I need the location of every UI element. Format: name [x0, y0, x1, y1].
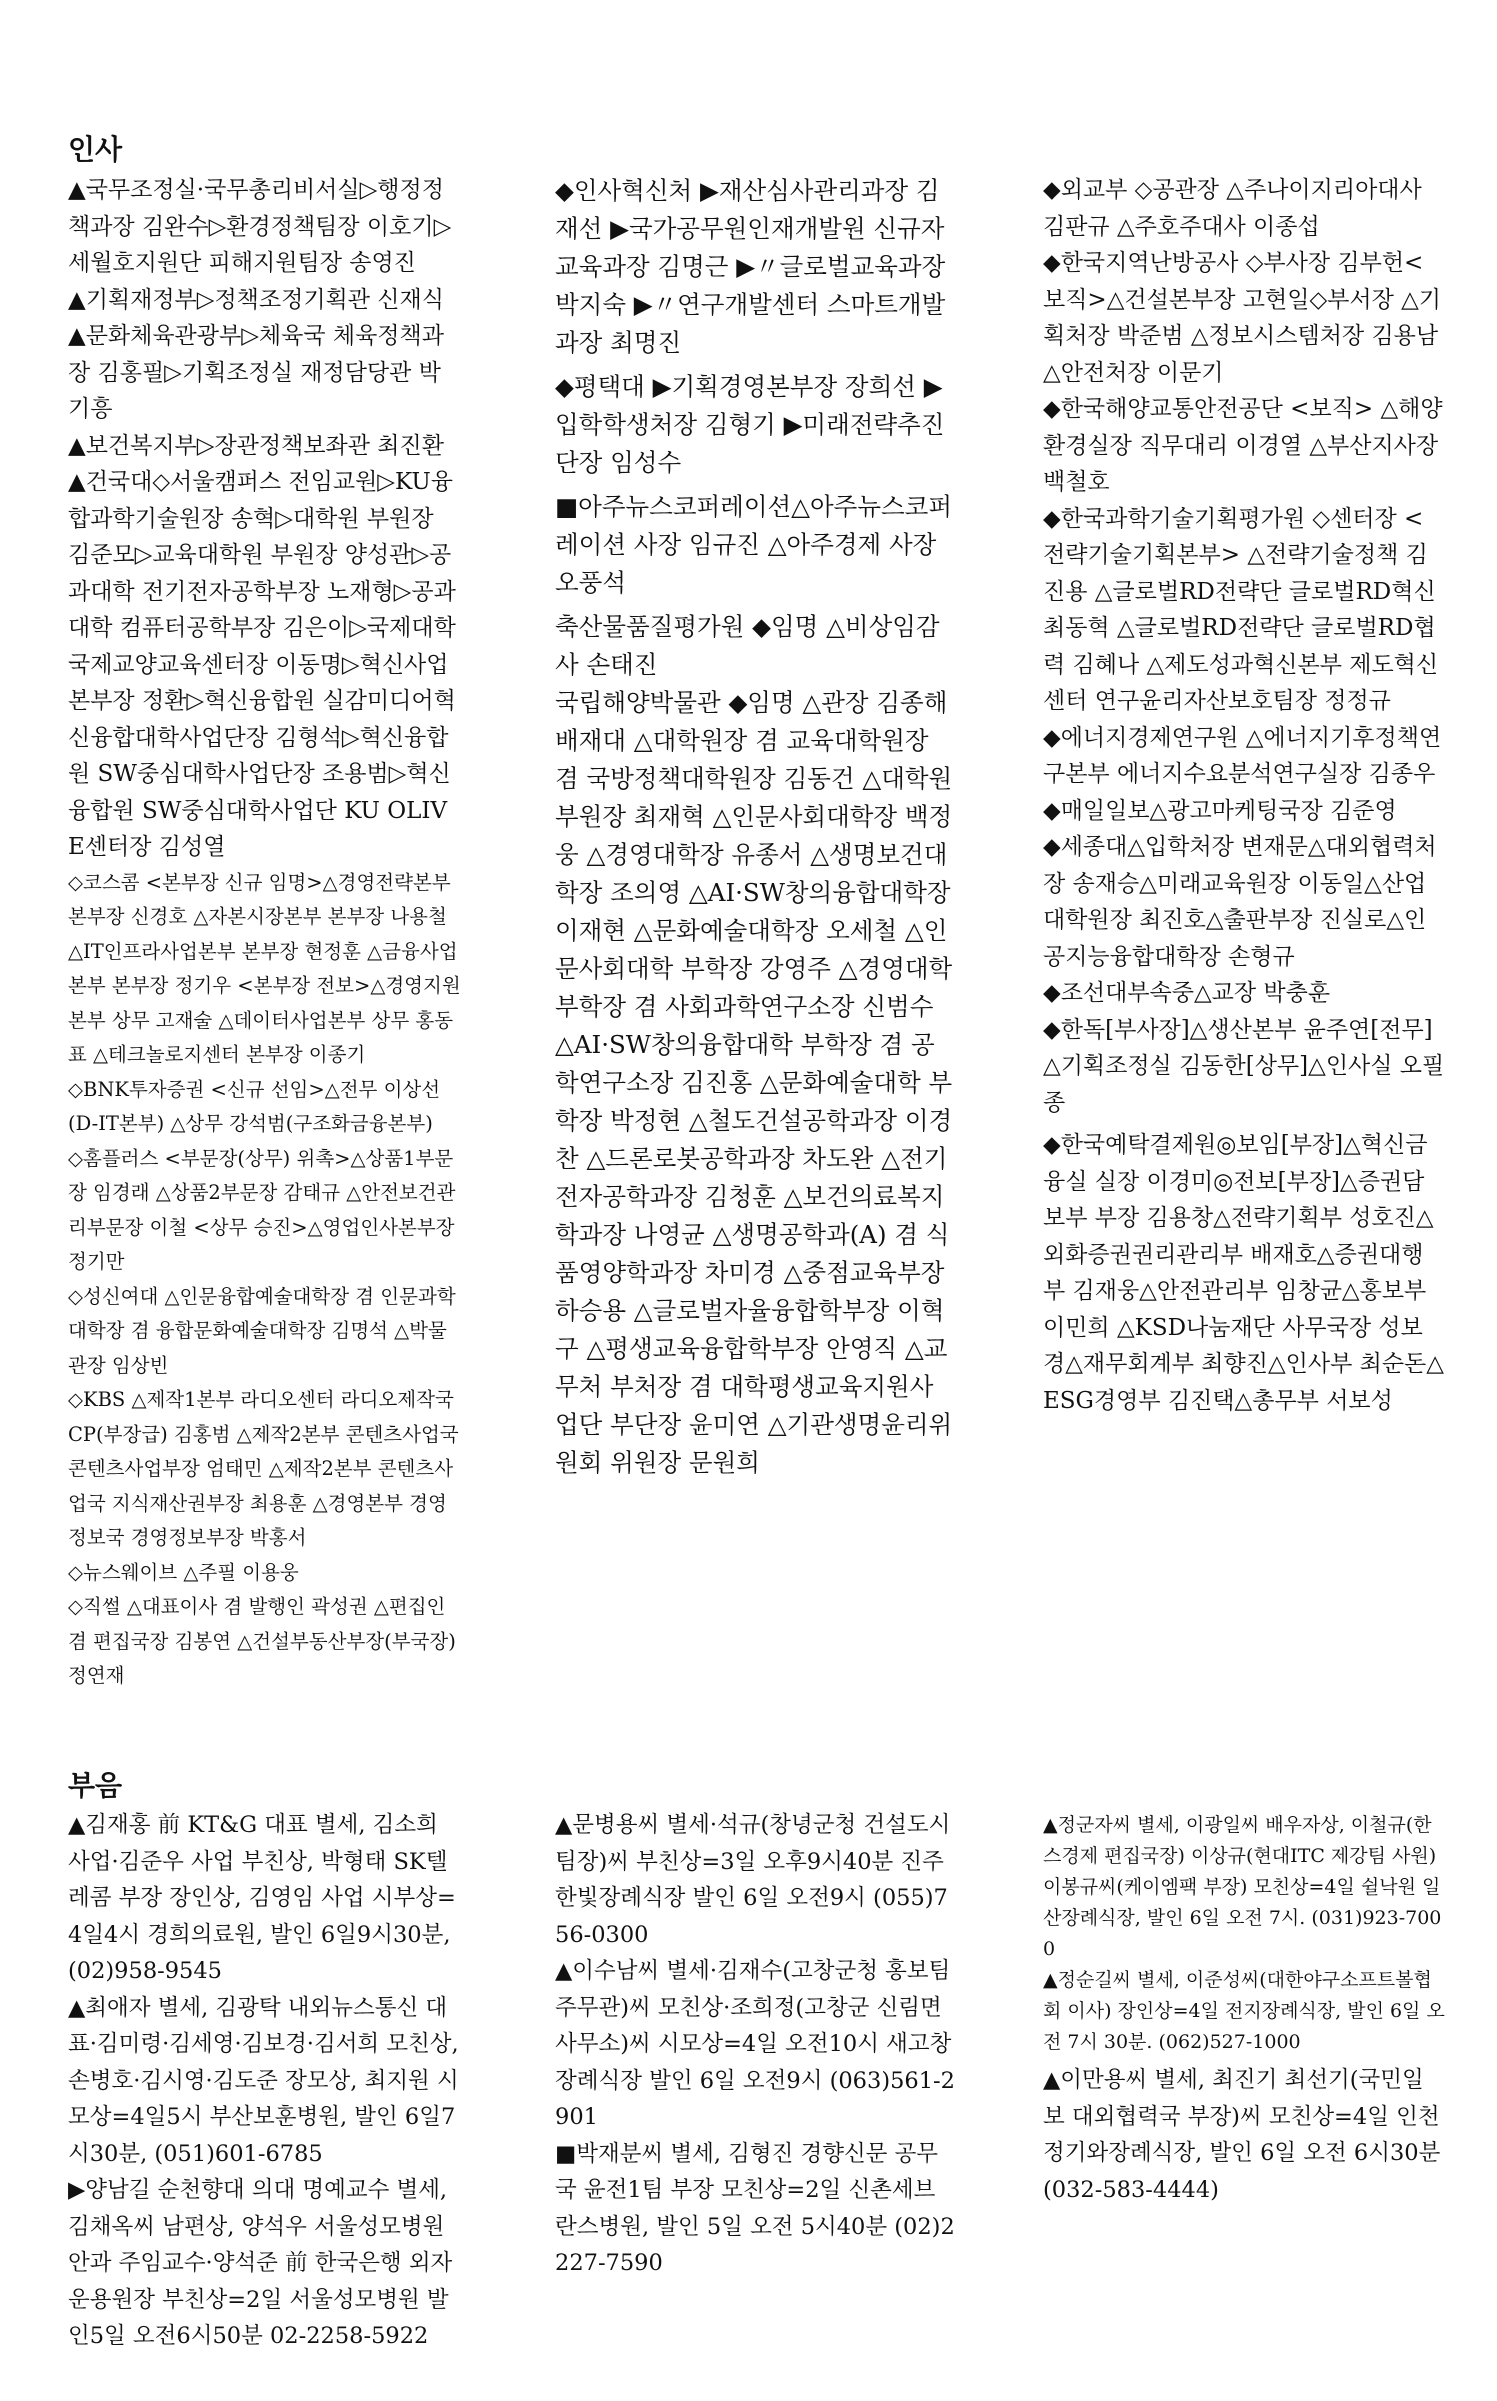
personnel-item: ▲보건복지부▷장관정책보좌관 최진환: [68, 432, 444, 459]
personnel-item: ◆세종대△입학처장 변재문△대외협력처장 송재승△미래교육원장 이동일△산업대학원장 최진호△출판부장 진실로△인공지능융합대학장 손형규: [1043, 834, 1437, 970]
obituary-item: ▲문병용씨 별세·석규(창녕군청 건설도시팀장)씨 부친상=3일 오후9시40분 진주한빛장례식장 발인 6일 오전9시 (055)756-0300: [555, 1812, 951, 1948]
obituary-item: ▲이만용씨 별세, 최진기 최선기(국민일보 대외협력국 부장)씨 모친상=4일 인천 정기와장례식장, 발인 6일 오전 6시30분 (032-583-4444): [1043, 2067, 1441, 2203]
personnel-item: ◇KBS △제작1본부 라디오센터 라디오제작국 CP(부장급) 김홍범 △제작2본부 콘텐츠사업국 콘텐츠사업부장 엄태민 △제작2본부 콘텐츠사업국 지식재산권부장 최용훈 △경영본부 경영정보국 경영정보부장 박홍서: [68, 1388, 459, 1549]
obituary-column-2: [555, 1807, 957, 2282]
personnel-item: ◆인사혁신처 ▶재산심사관리과장 김재선 ▶국가공무원인재개발원 신규자교육과장 김명근 ▶〃글로벌교육과장 박지숙 ▶〃연구개발센터 스마트개발과장 최명진: [555, 176, 946, 357]
obituary-item: ▲정순길씨 별세, 이준성씨(대한야구소프트볼협회 이사) 장인상=4일 전지장례식장, 발인 6일 오전 7시 30분. (062)527-1000: [1043, 1969, 1445, 2053]
personnel-item: ▲건국대◇서울캠퍼스 전임교원▷KU융합과학기술원장 송혁▷대학원 부원장 김준모▷교육대학원 부원장 양성관▷공과대학 전기전자공학부장 노재형▷공과대학 컴퓨터공학부장 김은이▷국제대학 국제교양교육센터장 이동명▷혁신사업본부장 정환▷혁신융합원 실감미디어혁신융합대학사업단장 김형석▷혁신융합원 SW중심대학사업단장 조용범▷혁신융합원 SW중심대학사업단 KU OLIVE센터장 김성열: [68, 469, 456, 860]
obituary-item: ■박재분씨 별세, 김형진 경향신문 공무국 윤전1팀 부장 모친상=2일 신촌세브란스병원, 발인 5일 오전 5시40분 (02)2227-7590: [555, 2140, 955, 2276]
personnel-item: ◆평택대 ▶기획경영본부장 장희선 ▶입학학생처장 김형기 ▶미래전략추진단장 임성수: [555, 372, 945, 477]
personnel-item: ■아주뉴스코퍼레이션△아주뉴스코퍼레이션 사장 임규진 △아주경제 사장 오풍석: [555, 492, 952, 597]
obituary-item: ▲최애자 별세, 김광탁 내외뉴스통신 대표·김미령·김세영·김보경·김서희 모친상, 손병호·김시영·김도준 장모상, 최지원 시모상=4일5시 부산보훈병원, 발인 6일7시30분, (051)601-6785: [68, 1994, 459, 2167]
obituary-section-title: 부음: [68, 1769, 123, 1802]
personnel-item: ▲국무조정실·국무총리비서실▷행정정책과장 김완수▷환경정책팀장 이호기▷세월호지원단 피해지원팀장 송영진: [68, 177, 452, 276]
personnel-item: ◇BNK투자증권 <신규 선임>△전무 이상선(D-IT본부) △상무 강석범(구조화금융본부): [68, 1077, 441, 1135]
personnel-item: ◇코스콤 <본부장 신규 임명>△경영전략본부 본부장 신경호 △자본시장본부 본부장 나용철 △IT인프라사업본부 본부장 현정훈 △금융사업본부 본부장 정기우 <본부장 전보>△경영지원본부 상무 고재술 △데이터사업본부 상무 홍동표 △테크놀로지센터 본부장 이종기: [68, 870, 461, 1066]
personnel-item: ◆에너지경제연구원 △에너지기후정책연구본부 에너지수요분석연구실장 김종우: [1043, 724, 1442, 787]
personnel-item: ◆한독[부사장]△생산본부 윤주연[전무]△기획조정실 김동한[상무]△인사실 오필종: [1043, 1016, 1445, 1116]
obituary-column-1: [68, 1807, 466, 2355]
personnel-item: ◆한국과학기술기획평가원 ◇센터장 <전략기술기획본부> △전략기술정책 김진용 △글로벌RD전략단 글로벌RD혁신 최동혁 △글로벌RD전략단 글로벌RD협력 김혜나 △제도성과혁신본부 제도혁신센터 연구윤리자산보호팀장 정정규: [1043, 505, 1439, 714]
personnel-item: ◇직썰 △대표이사 겸 발행인 곽성권 △편집인 겸 편집국장 김봉연 △건설부동산부장(부국장) 정연재: [68, 1595, 456, 1687]
personnel-item: 국립해양박물관 ◆임명 △관장 김종해: [555, 688, 948, 717]
personnel-item: ◆한국예탁결제원◎보임[부장]△혁신금융실 실장 이경미◎전보[부장]△증권담보부 부장 김용창△전략기획부 성호진△외화증권권리관리부 배재호△증권대행부 김재웅△안전관리부 임창균△홍보부 이민희 △KSD나눔재단 사무국장 성보경△재무회계부 최향진△인사부 최순돈△ESG경영부 김진택△총무부 서보성: [1043, 1132, 1444, 1414]
obituary-column-3: [1043, 1810, 1445, 2208]
obituary-item: ▲이수남씨 별세·김재수(고창군청 홍보팀 주무관)씨 모친상·조희정(고창군 신림면사무소)씨 시모상=4일 오전10시 새고창장례식장 발인 6일 오전9시 (063)561-2901: [555, 1958, 955, 2130]
personnel-item: ◇홈플러스 <부문장(상무) 위촉>△상품1부문장 임경래 △상품2부문장 감태규 △안전보건관리부문장 이철 <상무 승진>△영업인사본부장 정기만: [68, 1146, 456, 1273]
personnel-section-title: 인사: [68, 133, 123, 166]
personnel-item: ▲기획재정부▷정책조정기획관 신재식: [68, 286, 444, 313]
personnel-item: ◆한국해양교통안전공단 <보직> △해양환경실장 직무대리 이경열 △부산지사장 백철호: [1043, 396, 1443, 495]
personnel-item: ◆조선대부속중△교장 박충훈: [1043, 980, 1331, 1006]
personnel-item: ◆외교부 ◇공관장 △주나이지리아대사 김판규 △주호주대사 이종섭: [1043, 177, 1422, 240]
personnel-item: ◇뉴스웨이브 △주필 이용웅: [68, 1560, 299, 1584]
personnel-item: ◆한국지역난방공사 ◇부사장 김부헌<보직>△건설본부장 고현일◇부서장 △기획처장 박준범 △정보시스템처장 김용남 △안전처장 이문기: [1043, 250, 1442, 386]
personnel-item: ◇성신여대 △인문융합예술대학장 겸 인문과학대학장 겸 융합문화예술대학장 김명석 △박물관장 임상빈: [68, 1284, 456, 1377]
obituary-item: ▶양남길 순천향대 의대 명예교수 별세, 김채옥씨 남편상, 양석우 서울성모병원 안과 주임교수·양석준 前 한국은행 외자운용원장 부친상=2일 서울성모병원 발인5일 오전6시50분 02-2258-5922: [68, 2177, 453, 2349]
personnel-column-3: [1043, 172, 1445, 1419]
personnel-item: 배재대 △대학원장 겸 교육대학원장 겸 국방정책대학원장 김동건 △대학원 부원장 최재혁 △인문사회대학장 백정웅 △경영대학장 유종서 △생명보건대학장 조의영 △AI·SW창의융합대학장 이재현 △문화예술대학장 오세철 △인문사회대학 부학장 강영주 △경영대학 부학장 겸 사회과학연구소장 신범수 △AI·SW창의융합대학 부학장 겸 공학연구소장 김진홍 △문화예술대학 부학장 박정현 △철도건설공학과장 이경찬 △드론로봇공학과장 차도완 △전기전자공학과장 김청훈 △보건의료복지학과장 나영균 △생명공학과(A) 겸 식품영양학과장 차미경 △중점교육부장 하승용 △글로벌자율융합학부장 이혁구 △평생교육융합학부장 안영직 △교무처 부처장 겸 대학평생교육지원사업단 부단장 윤미연 △기관생명윤리위원회 위원장 문원희: [555, 726, 953, 1477]
personnel-item: ▲문화체육관광부▷체육국 체육정책과장 김홍필▷기획조정실 재정담당관 박기흥: [68, 323, 444, 422]
personnel-item: 축산물품질평가원 ◆임명 △비상임감사 손태진: [555, 612, 940, 679]
personnel-item: ◆매일일보△광고마케팅국장 김준영: [1043, 797, 1397, 824]
personnel-column-1: [68, 172, 463, 1694]
personnel-column-2: [555, 172, 955, 1482]
obituary-item: ▲김재홍 前 KT&G 대표 별세, 김소희 사업·김준우 사업 부친상, 박형태 SK텔레콤 부장 장인상, 김영임 사업 시부상=4일4시 경희의료원, 발인 6일9시30분, (02)958-9545: [68, 1812, 456, 1984]
obituary-item: ▲정군자씨 별세, 이광일씨 배우자상, 이철규(한스경제 편집국장) 이상규(현대ITC 제강팀 사원) 이봉규씨(케이엠팩 부장) 모친상=4일 쉴낙원 일산장례식장, 발인 6일 오전 7시. (031)923-7000: [1043, 1814, 1442, 1960]
